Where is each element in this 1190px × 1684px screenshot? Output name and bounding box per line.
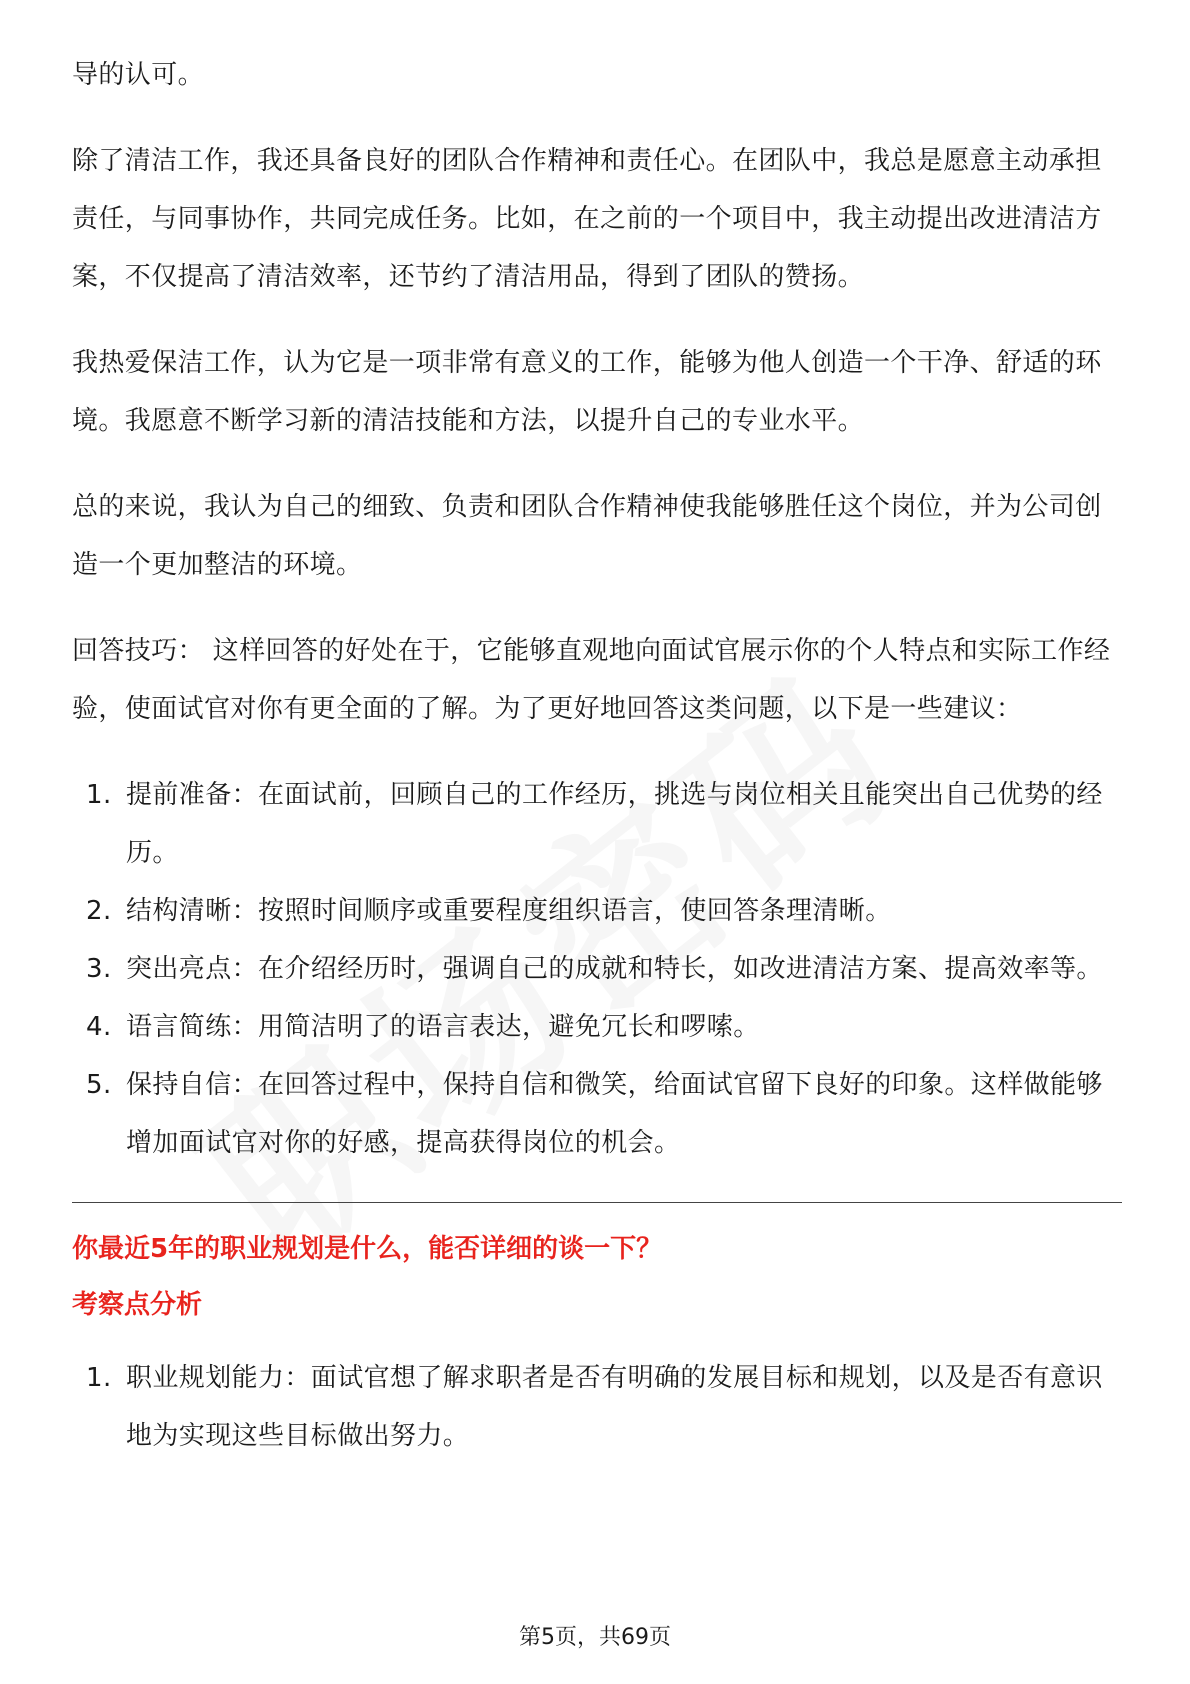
list-item-number: 1. xyxy=(86,780,112,810)
list-item-text: 突出亮点：在介绍经历时，强调自己的成就和特长，如改进清洁方案、提高效率等。 xyxy=(126,954,1103,984)
list-item xyxy=(72,1056,1122,1172)
tips-list xyxy=(72,766,1122,1172)
analysis-heading: 考察点分析 xyxy=(72,1290,203,1320)
paragraph-summary: 总的来说，我认为自己的细致、负责和团队合作精神使我能够胜任这个岗位，并为公司创造一个更加整洁的环境。 xyxy=(72,492,1102,580)
list-item-number: 3. xyxy=(86,954,112,984)
list-item-text: 职业规划能力：面试官想了解求职者是否有明确的发展目标和规划，以及是否有意识地为实现这些目标做出努力。 xyxy=(126,1363,1103,1451)
list-item-number: 1. xyxy=(86,1363,112,1393)
list-item-text: 保持自信：在回答过程中，保持自信和微笑，给面试官留下良好的印象。这样做能够增加面试官对你的好感，提高获得岗位的机会。 xyxy=(126,1070,1103,1158)
list-item xyxy=(72,940,1122,998)
section-divider xyxy=(72,1202,1122,1203)
list-item xyxy=(72,766,1122,882)
list-item-number: 5. xyxy=(86,1070,112,1100)
page-content xyxy=(72,46,1122,1465)
analysis-points-list xyxy=(72,1349,1122,1465)
list-item-text: 语言简练：用简洁明了的语言表达，避免冗长和啰嗦。 xyxy=(126,1012,760,1042)
paragraph-continuation: 导的认可。 xyxy=(72,60,205,90)
list-item-text: 结构清晰：按照时间顺序或重要程度组织语言，使回答条理清晰。 xyxy=(126,896,892,926)
question-title: 你最近5年的职业规划是什么，能否详细的谈一下？ xyxy=(72,1234,663,1264)
list-item-text: 提前准备：在面试前，回顾自己的工作经历，挑选与岗位相关且能突出自己优势的经历。 xyxy=(126,780,1103,868)
list-item xyxy=(72,1349,1122,1465)
paragraph-answer-tips: 回答技巧： 这样回答的好处在于，它能够直观地向面试官展示你的个人特点和实际工作经验，使面试官对你有更全面的了解。为了更好地回答这类问题，以下是一些建议： xyxy=(72,636,1111,724)
list-item xyxy=(72,998,1122,1056)
list-item-number: 2. xyxy=(86,896,112,926)
page-footer: 第5页，共69页 xyxy=(519,1625,671,1650)
paragraph-passion: 我热爱保洁工作，认为它是一项非常有意义的工作，能够为他人创造一个干净、舒适的环境。我愿意不断学习新的清洁技能和方法，以提升自己的专业水平。 xyxy=(72,348,1102,436)
list-item xyxy=(72,882,1122,940)
list-item-number: 4. xyxy=(86,1012,112,1042)
paragraph-teamwork: 除了清洁工作，我还具备良好的团队合作精神和责任心。在团队中，我总是愿意主动承担责任，与同事协作，共同完成任务。比如，在之前的一个项目中，我主动提出改进清洁方案，不仅提高了清洁效率，还节约了清洁用品，得到了团队的赞扬。 xyxy=(72,146,1102,292)
